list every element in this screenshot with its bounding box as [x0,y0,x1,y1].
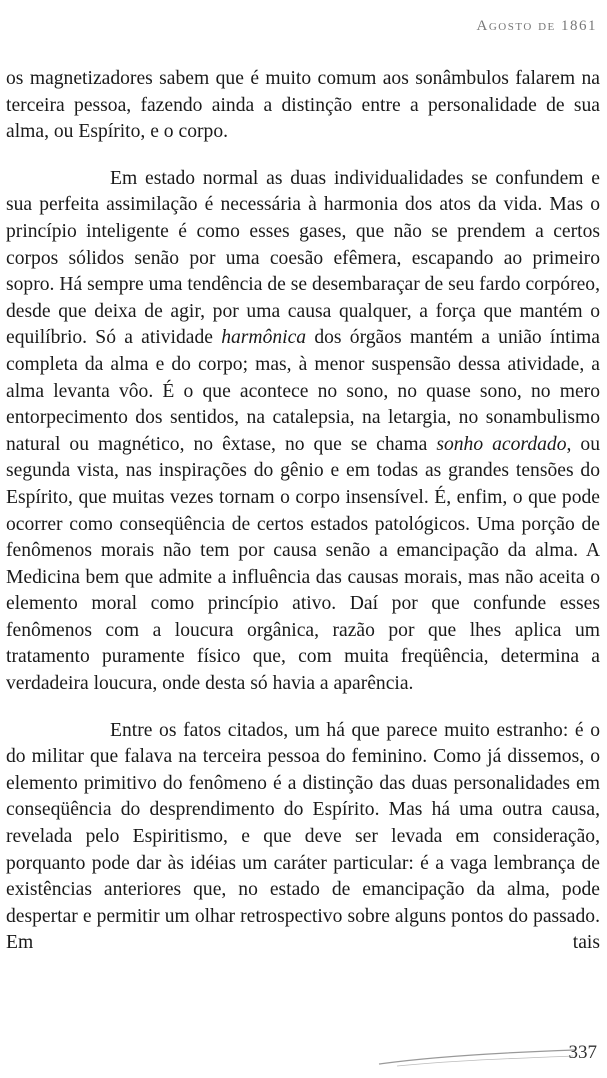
paragraph-2 [6,166,600,698]
italic-term-sonho-acordado: sonho acordado [436,433,567,455]
italic-term-harmonica: harmônica [221,327,307,349]
text-segment: os magnetizadores sabem que é muito comum aos sonâmbulos falarem na terceira pessoa, fazendo ainda a distinção entre a personalidade de sua alma, ou Espírito, e o corpo. [6,68,600,143]
running-header: Agosto de 1861 [476,18,597,34]
paragraph-3 [6,718,600,957]
text-segment: dos órgãos mantém a união íntima completa da alma e do corpo; mas, à menor suspensão dessa atividade, a alma levanta vôo. É o que acontece no sono, no quase sono, no mero entorpecimento dos sentidos, na catalepsia, na letargia, no sonambulismo natural ou magnético, no êxtase, no que se chama [6,327,600,455]
text-segment: Em estado normal as duas individualidades se confundem e sua perfeita assimilação é necessária à harmonia dos atos da vida. Mas o princípio inteligente é como esses gases, que não se prendem a certos corpos sólidos senão por uma coesão efêmera, escapando ao primeiro sopro. Há sempre uma tendência de se desembaraçar de seu fardo corpóreo, desde que deixa de agir, por uma causa qualquer, a força que mantém o equilíbrio. Só a atividade [6,167,600,349]
page-body [6,66,600,977]
paragraph-1 [6,66,600,146]
text-segment: , ou segunda vista, nas inspirações do gênio e em todas as grandes tensões do Espírito, que muitas vezes tornam o corpo insensível. É, enfim, o que pode ocorrer como conseqüência de certos estados patológicos. Uma porção de fenômenos morais não tem por causa senão a emancipação da alma. A Medicina bem que admite a influência das causas morais, mas não aceita o elemento moral como princípio ativo. Daí por que confunde esses fenômenos com a loucura orgânica, razão por que lhes aplica um tratamento puramente físico que, com muita freqüência, determina a verdadeira loucura, onde desta só havia a aparência. [6,433,601,695]
page-number: 337 [568,1042,597,1063]
text-segment: Entre os fatos citados, um há que parece muito estranho: é o do militar que falava na terceira pessoa do feminino. Como já dissemos, o elemento primitivo do fenômeno é a distinção das duas personalidades em conseqüência do desprendimento do Espírito. Mas há uma outra causa, revelada pelo Espiritismo, e que deve ser levada em consideração, porquanto pode dar às idéias um caráter particular: é a vaga lembrança de existências anteriores que, no estado de emancipação da alma, pode despertar e permitir um olhar retrospectivo sobre alguns pontos do passado. Em tais [6,719,600,954]
footer-swoosh-ornament [377,1046,577,1070]
